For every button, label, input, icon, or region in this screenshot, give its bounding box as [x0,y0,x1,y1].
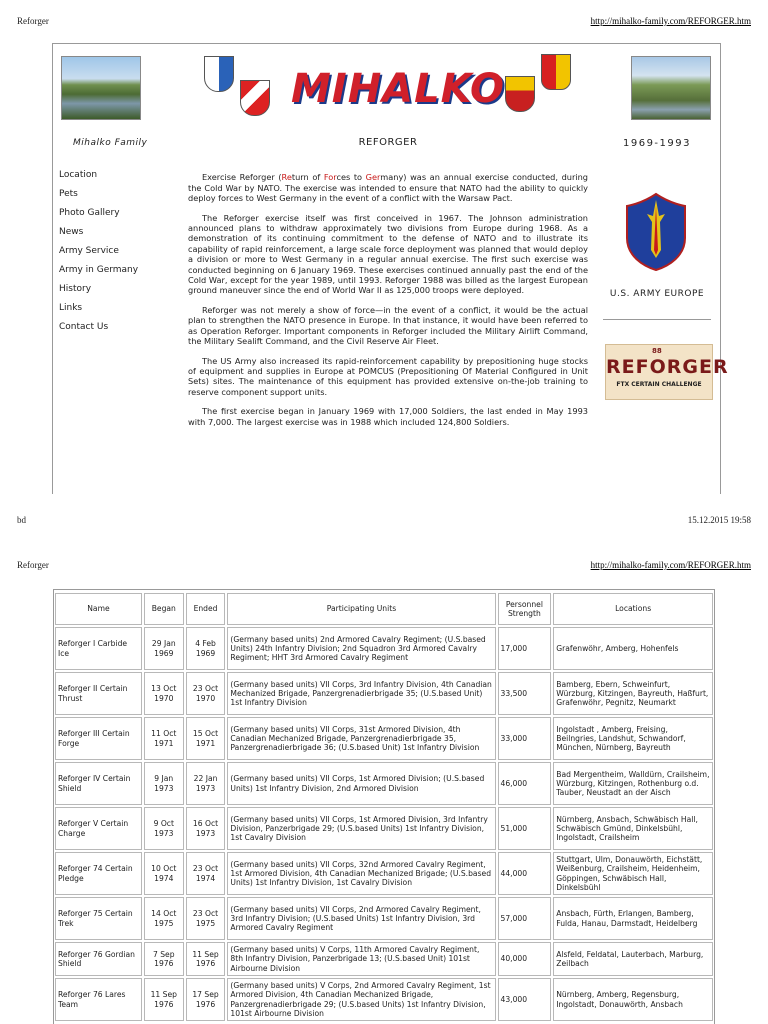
site-brand: Mihalko Family [73,138,148,148]
col-name: Name [55,593,142,625]
exercises-table-wrap [53,591,715,1023]
cell-ended: 11 Sep 1976 [186,942,226,976]
nav-pets[interactable]: Pets [59,189,78,199]
cell-began: 9 Oct 1973 [144,807,184,850]
summary-paragraph: The first exercise began in January 1969 with 17,000 Soldiers, the last ended in May 1993 with 7,000. The largest exercise was in 1988 which included 124,800 Soldiers. [188,406,588,427]
print-title: Reforger [17,16,49,26]
cell-name: Reforger III Certain Forge [55,717,142,760]
banner [59,50,713,124]
nav-army-service[interactable]: Army Service [59,246,119,256]
table-row [55,627,713,670]
cell-ended: 23 Oct 1974 [186,852,226,895]
cell-locations: Alsfeld, Feldatal, Lauterbach, Marburg, Zeilbach [553,942,713,976]
reforger-badge [605,344,729,400]
badge-number: 88 [652,347,662,355]
cell-locations: Nürnberg, Amberg, Regensburg, Ingolstadt, Donauwörth, Ansbach [553,978,713,1021]
nav-news[interactable]: News [59,227,84,237]
bavaria-crest-icon [240,80,270,116]
main-content [188,138,588,436]
table-row [55,762,713,805]
badge-title: REFORGER [606,356,729,378]
cell-units: (Germany based units) VII Corps, 3rd Infantry Division, 4th Canadian Mechanized Brigade, Panzergrenadierbrigade 35; (U.S.based Unit) 1st Infantry Division [227,672,495,715]
cell-strength: 40,000 [498,942,552,976]
footer-timestamp: 15.12.2015 19:58 [687,515,751,525]
table-header-row [55,593,713,625]
cell-locations: Grafenwöhr, Amberg, Hohenfels [553,627,713,670]
cell-locations: Bad Mergentheim, Walldürn, Crailsheim, Würzburg, Kitzingen, Rothenburg o.d. Tauber, Neustadt an der Aisch [553,762,713,805]
cell-strength: 51,000 [498,807,552,850]
cell-name: Reforger V Certain Charge [55,807,142,850]
cell-began: 11 Oct 1971 [144,717,184,760]
cell-ended: 22 Jan 1973 [186,762,226,805]
cell-ended: 15 Oct 1971 [186,717,226,760]
nav-army-in-germany[interactable]: Army in Germany [59,265,139,275]
cell-began: 29 Jan 1969 [144,627,184,670]
cell-name: Reforger 76 Gordian Shield [55,942,142,976]
mihalko-logo: MIHALKO [291,66,506,112]
cell-strength: 44,000 [498,852,552,895]
page-frame [52,43,729,494]
cell-ended: 23 Oct 1970 [186,672,226,715]
cell-began: 14 Oct 1975 [144,897,184,940]
cell-locations: Ingolstadt , Amberg, Freising, Beilngries, Landshut, Schwandorf, München, Nürnberg, Bayreuth [553,717,713,760]
nav-contact-us[interactable]: Contact Us [59,322,109,332]
sidebar [59,138,159,337]
print-url[interactable]: http://mihalko-family.com/REFORGER.htm [590,16,751,26]
cell-began: 10 Oct 1974 [144,852,184,895]
badge-subtitle: FTX CERTAIN CHALLENGE [616,381,702,388]
table-row [55,942,713,976]
cell-locations: Ansbach, Fürth, Erlangen, Bamberg, Fulda, Hanau, Darmstadt, Heidelberg [553,897,713,940]
cell-name: Reforger 76 Lares Team [55,978,142,1021]
exercises-table [53,591,715,1023]
cell-strength: 33,000 [498,717,552,760]
cell-units: (Germany based units) V Corps, 2nd Armored Cavalry Regiment, 1st Armored Division, 4th Canadian Mechanized Brigade, Panzergrenadierbrigade 29; (U.S.based Units) 1st Infantry Division, 101st Airbourne Division [227,978,495,1021]
castle-photo [61,56,141,120]
cell-units: (Germany based units) V Corps, 11th Armored Cavalry Regiment, 8th Infantry Division, Panzerbrigade 13; (U.S.based Unit) 101st Airbourne Division [227,942,495,976]
cell-name: Reforger 74 Certain Pledge [55,852,142,895]
cell-name: Reforger I Carbide Ice [55,627,142,670]
page-title: REFORGER [358,137,418,148]
col-began: Began [144,593,184,625]
eagle-crest-icon [505,76,535,112]
cell-locations: Nürnberg, Ansbach, Schwäbisch Hall, Schwäbisch Gmünd, Dinkelsbühl, Ingolstadt, Crailsheim [553,807,713,850]
nav-location[interactable]: Location [59,170,98,180]
table-row [55,897,713,940]
cell-locations: Stuttgart, Ulm, Donauwörth, Eichstätt, Weißenburg, Crailsheim, Heidenheim, Göppingen, Schwäbisch Hall, Dinkelsbühl [553,852,713,895]
print-title-page2: Reforger [17,560,49,570]
print-header [0,16,768,32]
history-paragraph: The Reforger exercise itself was first conceived in 1967. The Johnson administration announced plans to withdraw approximately two divisions from Europe during 1968. As a demonstration of its continuing commitment to the defense of NATO and to illustrate its capability of rapid reinforcement, a large scale force deployment was planned that would deploy a division or more to West Germany in a regular annual exercise. The first such exercise was conducted beginning on 6 January 1969. These exercises continued annually past the end of the Cold War, except for the year 1989, until 1993. Reforger 1988 was billed as the largest European ground maneuver since the end of World War II as 125,000 troops were deployed. [188,212,588,296]
purpose-paragraph: Reforger was not merely a show of force—in the event of a conflict, it would be the actual plan to strengthen the NATO presence in Europe. In that instance, it would have been referred to as Operation Reforger. Important components in Reforger included the Military Airlift Command, the Military Sealift Command, and the Civil Reserve Air Fleet. [188,304,588,347]
col-strength: Personnel Strength [498,593,552,625]
cell-locations: Bamberg, Ebern, Schweinfurt, Würzburg, Kitzingen, Bayreuth, Haßfurt, Grafenwöhr, Pegnitz, Neumarkt [553,672,713,715]
nav-photo-gallery[interactable]: Photo Gallery [59,208,120,218]
col-locations: Locations [553,593,713,625]
table-row [55,978,713,1021]
page2-top-border [53,589,715,590]
col-units: Participating Units [227,593,495,625]
print-header-page2 [0,560,768,576]
usareur-caption: U.S. ARMY EUROPE [609,289,705,299]
cell-strength: 57,000 [498,897,552,940]
table-row [55,717,713,760]
cell-units: (Germany based units) VII Corps, 1st Armored Division; (U.S.based Units) 1st Infantry Division, 2nd Armored Division [227,762,495,805]
cell-ended: 16 Oct 1973 [186,807,226,850]
cell-units: (Germany based units) VII Corps, 32nd Armored Cavalry Regiment, 1st Armored Division, 4th Canadian Mechanized Brigade; (U.S.based Units) 1st Infantry Division, 1st Cavalry Division [227,852,495,895]
cell-strength: 46,000 [498,762,552,805]
cell-began: 7 Sep 1976 [144,942,184,976]
cell-name: Reforger II Certain Thrust [55,672,142,715]
col-ended: Ended [186,593,226,625]
nav-links[interactable]: Links [59,303,83,313]
cell-began: 9 Jan 1973 [144,762,184,805]
cell-units: (Germany based units) VII Corps, 2nd Armored Cavalry Regiment, 3rd Infantry Division; (U.S.based Units) 1st Infantry Division, 3rd Armored Cavalry Regiment [227,897,495,940]
intro-paragraph: Exercise Reforger (Return of Forces to Germany) was an annual exercise conducted, during the Cold War by NATO. The exercise was intended to ensure that NATO had the ability to quickly deploy forces to West Germany in the event of a conflict with the Warsaw Pact. [188,172,588,204]
cell-ended: 4 Feb 1969 [186,627,226,670]
table-row [55,807,713,850]
lion-crest-icon [541,54,571,90]
cell-units: (Germany based units) VII Corps, 31st Armored Division, 4th Canadian Mechanized Brigade, Panzergrenadierbrigade 35, Panzergrenadierbrigade 36; (U.S.based Unit) 1st Infantry Division [227,717,495,760]
cell-strength: 33,500 [498,672,552,715]
right-column [599,138,729,388]
cell-ended: 17 Sep 1976 [186,978,226,1021]
cell-name: Reforger IV Certain Shield [55,762,142,805]
table-row [55,672,713,715]
cell-ended: 23 Oct 1975 [186,897,226,940]
franconia-crest-icon [204,56,234,92]
cell-strength: 17,000 [498,627,552,670]
cell-units: (Germany based units) 2nd Armored Cavalry Regiment; (U.S.based Units) 24th Infantry Division; 2nd Squadron 3rd Armored Cavalry Regiment; HHT 3rd Armored Cavalry Regiment [227,627,495,670]
pomcus-paragraph: The US Army also increased its rapid-reinforcement capability by prepositioning huge stocks of equipment and supplies in Europe at POMCUS (Prepositioning Of Material Configured in Unit Sets) sites. The maintenance of this equipment has provided extensive on-the-job training to reserve component support units. [188,355,588,397]
nav-history[interactable]: History [59,284,92,294]
cell-units: (Germany based units) VII Corps, 1st Armored Division, 3rd Infantry Division, Panzerbrigade 29; (U.S.based Units) 1st Infantry Division, 1st Cavalry Division [227,807,495,850]
years-label: 1969-1993 [622,138,691,149]
cell-began: 11 Sep 1976 [144,978,184,1021]
cell-strength: 43,000 [498,978,552,1021]
usareur-patch-icon [625,192,687,272]
cell-name: Reforger 75 Certain Trek [55,897,142,940]
table-row [55,852,713,895]
cell-began: 13 Oct 1970 [144,672,184,715]
print-url-page2[interactable]: http://mihalko-family.com/REFORGER.htm [590,560,751,570]
divider [603,319,711,320]
valley-photo [631,56,711,120]
footer-left: bd [17,515,26,525]
